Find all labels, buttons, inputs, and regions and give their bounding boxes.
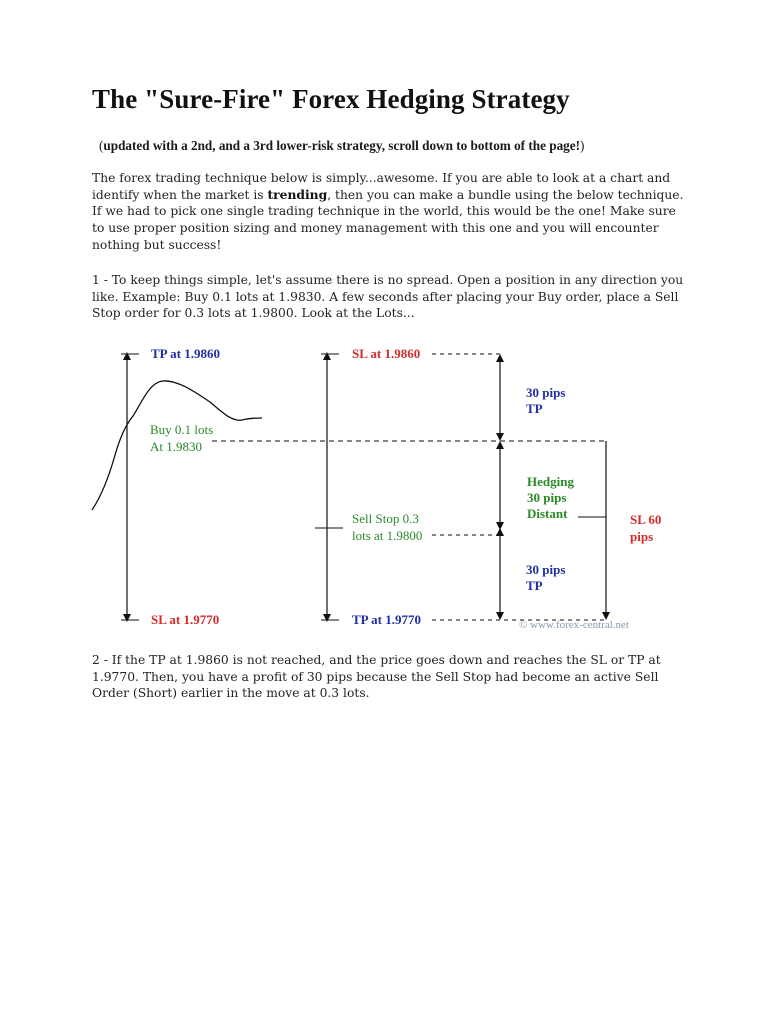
sl-60-line2: pips [630, 529, 654, 544]
update-note [99, 138, 584, 154]
sl-60-line1: SL 60 [630, 512, 662, 527]
update-note-close: ) [580, 138, 585, 153]
hedging-line3: Distant [527, 506, 568, 521]
pips-top-line1: 30 pips [526, 385, 566, 400]
sl-top-label: SL at 1.9860 [352, 346, 421, 361]
pips-top-line2: TP [526, 401, 543, 416]
hedging-line1: Hedging [527, 474, 574, 489]
pips-bottom-line2: TP [526, 578, 543, 593]
page-title: The "Sure-Fire" Forex Hedging Strategy [92, 84, 570, 114]
update-note-open: ( [99, 138, 104, 153]
hedging-diagram [0, 330, 768, 640]
pips-bottom-line1: 30 pips [526, 562, 566, 577]
intro-text-a: The forex trading technique below is simply...awesome. If you are able to look at a chart and identify when the market is [92, 171, 671, 202]
tp-bottom-label: TP at 1.9770 [352, 612, 421, 627]
tp-top-label: TP at 1.9860 [151, 346, 220, 361]
step-2-paragraph: 2 - If the TP at 1.9860 is not reached, and the price goes down and reaches the SL or TP at 1.9770. Then, you have a profit of 30 pips because the Sell Stop had become an active Sell Order (Short) earlier in the move at 0.3 lots. [92, 653, 661, 701]
update-note-text: updated with a 2nd, and a 3rd lower-risk strategy, scroll down to bottom of the page! [103, 138, 580, 153]
buy-label-line2: At 1.9830 [150, 439, 202, 454]
step-1-paragraph: 1 - To keep things simple, let's assume there is no spread. Open a position in any direction you like. Example: Buy 0.1 lots at 1.9830. A few seconds after placing your Buy order, place a Sell Stop order for 0.3 lots at 1.9800. Look at the Lots... [92, 273, 684, 321]
sell-stop-line2: lots at 1.9800 [352, 528, 423, 543]
sell-stop-line1: Sell Stop 0.3 [352, 511, 419, 526]
watermark: © www.forex-central.net [519, 619, 629, 631]
hedging-line2: 30 pips [527, 490, 567, 505]
intro-bold-word: trending [267, 186, 328, 202]
intro-paragraph [92, 170, 692, 254]
buy-label-line1: Buy 0.1 lots [150, 422, 214, 437]
intro-text-b: , then you can make a bundle using the below technique. If we had to pick one single trading technique in the world, this would be the one! Make sure to use proper position sizing and money management with this one and you will encounter nothing but success! [92, 187, 684, 252]
sl-bottom-label: SL at 1.9770 [151, 612, 220, 627]
